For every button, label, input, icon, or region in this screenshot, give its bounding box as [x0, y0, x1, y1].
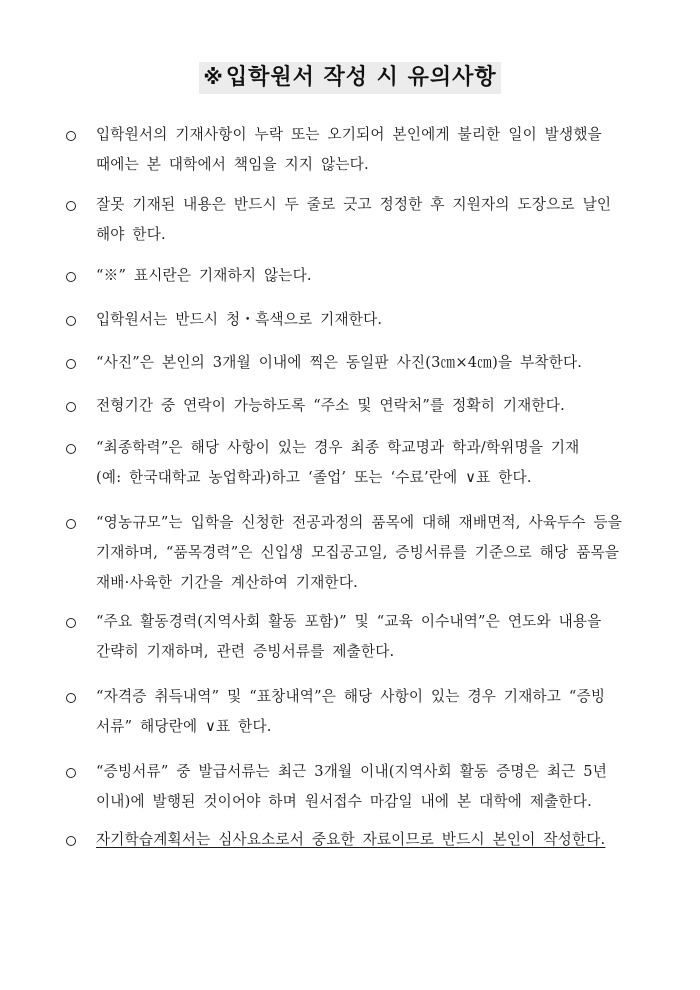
- hollow-circle-bullet-icon: [66, 272, 76, 282]
- reference-mark-icon: ※: [203, 65, 224, 89]
- hollow-circle-bullet-icon: [66, 316, 76, 326]
- hollow-circle-bullet-icon: [66, 444, 76, 454]
- text-line: 기재하며, “품목경력”은 신입생 모집공고일, 증빙서류를 기준으로 해당 품목을: [96, 544, 620, 561]
- hollow-circle-bullet-icon: [66, 201, 76, 211]
- text-line: 입학원서는 반드시 청・흑색으로 기재한다.: [96, 311, 383, 328]
- list-item-text: [96, 391, 644, 421]
- text-line: “주요 활동경력(지역사회 활동 포함)” 및 “교육 이수내역”은 연도와 내용을: [96, 613, 602, 630]
- page-title-text: 입학원서 작성 시 유의사항: [225, 65, 497, 90]
- list-item-text-emphasized: [96, 825, 644, 855]
- text-line: “사진”은 본인의 3개월 이내에 찍은 동일판 사진(3㎝×4㎝)을 부착한다.: [96, 354, 583, 371]
- text-line: “최종학력”은 해당 사항이 있는 경우 최종 학교명과 학과/학위명을 기재: [96, 439, 580, 456]
- text-line: 서류” 해당란에 ∨표 한다.: [96, 718, 272, 735]
- hollow-circle-bullet-icon: [66, 693, 76, 703]
- list-item-text: [96, 433, 644, 493]
- list-item-text: [96, 508, 644, 598]
- text-line: 해야 한다.: [96, 226, 166, 243]
- text-line: (예: 한국대학교 농업학과)하고 ‘졸업’ 또는 ‘수료’란에 ∨표 한다.: [96, 469, 532, 486]
- text-line: 자기학습계획서는 심사요소로서 중요한 자료이므로 반드시 본인이 작성한다.: [96, 831, 606, 848]
- text-line: 재배·사육한 기간을 계산하여 기재한다.: [96, 574, 358, 591]
- hollow-circle-bullet-icon: [66, 618, 76, 628]
- list-item-text: [96, 261, 644, 291]
- text-line: “영농규모”는 입학을 신청한 전공과정의 품목에 대해 재배면적, 사육두수 등을: [96, 514, 623, 531]
- list-item-text: [96, 757, 644, 817]
- hollow-circle-bullet-icon: [66, 402, 76, 412]
- text-line: 전형기간 중 연락이 가능하도록 “주소 및 연락처”를 정확히 기재한다.: [96, 397, 565, 414]
- text-line: 잘못 기재된 내용은 반드시 두 줄로 긋고 정정한 후 지원자의 도장으로 날인: [96, 196, 612, 213]
- list-item-text: [96, 305, 644, 335]
- text-line: 이내)에 발행된 것이어야 하며 원서접수 마감일 내에 본 대학에 제출한다.: [96, 793, 592, 810]
- list-item-text: [96, 682, 644, 742]
- list-item-text: [96, 190, 644, 250]
- hollow-circle-bullet-icon: [66, 131, 76, 141]
- hollow-circle-bullet-icon: [66, 359, 76, 369]
- list-item-text: [96, 348, 644, 378]
- list-item-text: [96, 607, 644, 667]
- page-title: [199, 62, 500, 94]
- hollow-circle-bullet-icon: [66, 519, 76, 529]
- text-line: 간략히 기재하며, 관련 증빙서류를 제출한다.: [96, 643, 395, 660]
- hollow-circle-bullet-icon: [66, 768, 76, 778]
- list-item-text: [96, 120, 644, 180]
- text-line: 때에는 본 대학에서 책임을 지지 않는다.: [96, 156, 369, 173]
- text-line: “증빙서류” 중 발급서류는 최근 3개월 이내(지역사회 활동 증명은 최근 5년: [96, 763, 608, 780]
- text-line: “※” 표시란은 기재하지 않는다.: [96, 267, 312, 284]
- hollow-circle-bullet-icon: [66, 836, 76, 846]
- text-line: “자격증 취득내역” 및 “표창내역”은 해당 사항이 있는 경우 기재하고 “증빙: [96, 688, 606, 705]
- title-container: [0, 62, 700, 94]
- text-line: 입학원서의 기재사항이 누락 또는 오기되어 본인에게 불리한 일이 발생했을: [96, 126, 602, 143]
